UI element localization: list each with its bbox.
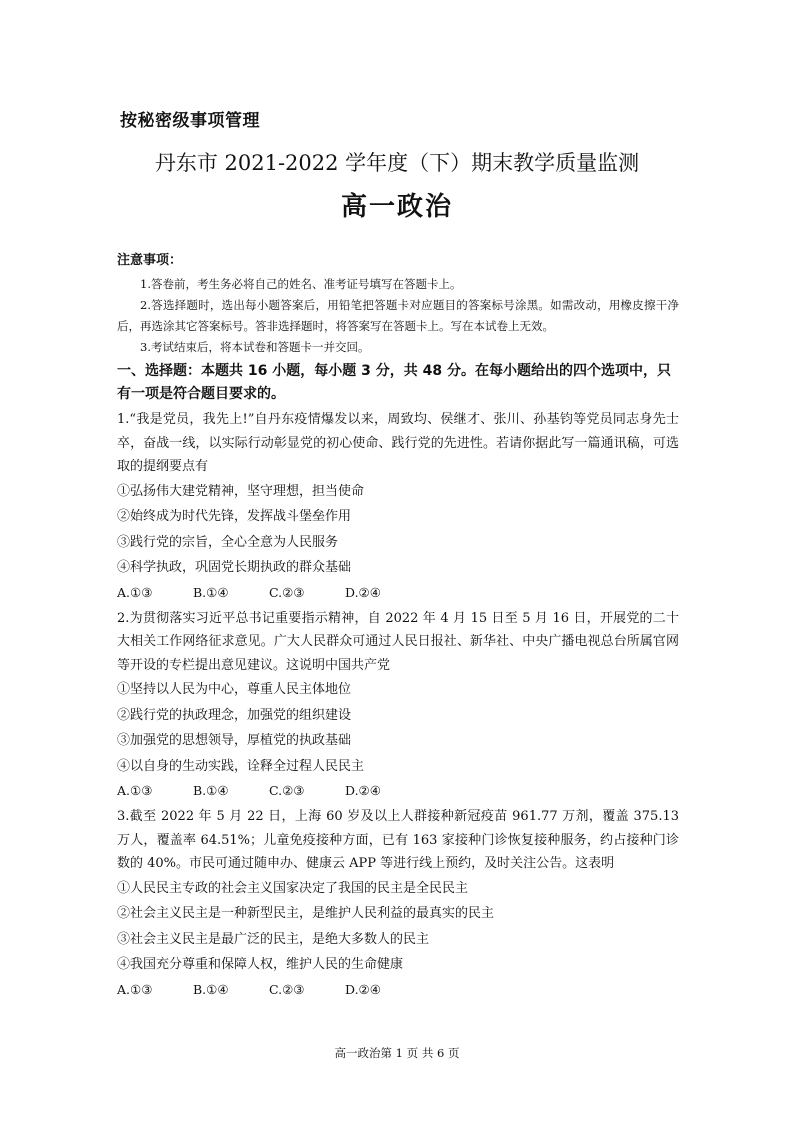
choice-d: D.②④	[345, 981, 381, 997]
secret-level-label: 按秘密级事项管理	[120, 111, 260, 131]
choice-a: A.①③	[117, 584, 153, 600]
question-option: ③践行党的宗旨，全心全意为人民服务	[117, 534, 339, 550]
question-3	[117, 805, 679, 1002]
notice-block	[117, 249, 679, 358]
question-option: ④我国充分尊重和保障人权，维护人民的生命健康	[117, 957, 404, 972]
choice-a: A.①③	[117, 783, 153, 798]
question-option: ③加强党的思想领导，厚植党的执政基础	[117, 733, 352, 748]
question-stem: 2.为贯彻落实习近平总书记重要指示精神，自 2022 年 4 月 15 日至 5 月 16 日，开展党的二十大相关工作网络征求意见。广大人民群众可通过人民日报社、新华社、中央广播电视总台所属官网等开设的专栏提出意见建议。这说明中国共产党	[117, 610, 679, 673]
answer-choices	[117, 779, 679, 803]
answer-choices	[117, 978, 679, 1002]
question-stem: 1.“我是党员，我先上!”自丹东疫情爆发以来，周致均、侯继才、张川、孙基钧等党员同志身先士卒，奋战一线，以实际行动彰显党的初心使命、践行党的先进性。若请你据此写一篇通讯稿，可选取的提纲要点有	[117, 412, 679, 474]
choice-d: D.②④	[345, 584, 381, 600]
question-1	[117, 408, 679, 605]
page-footer: 高一政治第 1 页 共 6 页	[334, 1046, 460, 1060]
exam-content	[117, 249, 679, 1003]
subject-title: 高一政治	[340, 192, 453, 222]
question-option: ④以自身的生动实践，诠释全过程人民民主	[117, 758, 365, 774]
exam-title: 丹东市 2021-2022 学年度（下）期末教学质量监测	[154, 151, 640, 175]
choice-d: D.②④	[345, 783, 381, 798]
question-option: ②践行党的执政理念，加强党的组织建设	[117, 707, 352, 723]
choice-a: A.①③	[117, 981, 153, 997]
notice-item: 2.答选择题时，选出每小题答案后，用铅笔把答题卡对应题目的答案标号涂黑。如需改动，用橡皮擦干净后，再选涂其它答案标号。答非选择题时，将答案写在答题卡上。写在本试卷上无效。	[117, 298, 679, 333]
notice-heading: 注意事项：	[117, 253, 183, 268]
choice-b: B.①④	[193, 981, 229, 997]
question-2	[117, 607, 679, 804]
choice-b: B.①④	[193, 783, 229, 798]
choice-c: C.②③	[269, 783, 305, 798]
answer-choices	[117, 581, 679, 605]
question-option: ①坚持以人民为中心，尊重人民主体地位	[117, 682, 352, 697]
question-option: ③社会主义民主是最广泛的民主，是绝大多数人的民主	[117, 931, 430, 947]
section-heading: 一、选择题：本题共 16 小题，每小题 3 分，共 48 分。在每小题给出的四个选项中，只有一项是符合题目要求的。	[117, 363, 671, 402]
choice-c: C.②③	[269, 584, 305, 600]
question-option: ①人民民主专政的社会主义国家决定了我国的民主是全民民主	[117, 880, 469, 896]
question-option: ①弘扬伟大建党精神，坚守理想，担当使命	[117, 483, 365, 499]
choice-c: C.②③	[269, 981, 305, 997]
notice-item: 1.答卷前，考生务必将自己的姓名、准考证号填写在答题卡上。	[140, 277, 462, 291]
question-option: ②社会主义民主是一种新型民主，是维护人民利益的最真实的民主	[117, 906, 495, 921]
question-stem: 3.截至 2022 年 5 月 22 日，上海 60 岁及以上人群接种新冠疫苗 961.77 万剂，覆盖 375.13 万人，覆盖率 64.51%；儿童免疫接种方面，已有 163 家接种门诊恢复接种服务，约占接种门诊数的 40%。市民可通过随申办、健康云 APP 等进行线上预约，及时关注公告。这表明	[117, 809, 679, 871]
question-option: ④科学执政，巩固党长期执政的群众基础	[117, 560, 352, 575]
question-option: ②始终成为时代先锋，发挥战斗堡垒作用	[117, 509, 352, 524]
choice-b: B.①④	[193, 584, 229, 600]
notice-item: 3.考试结束后，将本试卷和答题卡一并交回。	[140, 340, 370, 354]
